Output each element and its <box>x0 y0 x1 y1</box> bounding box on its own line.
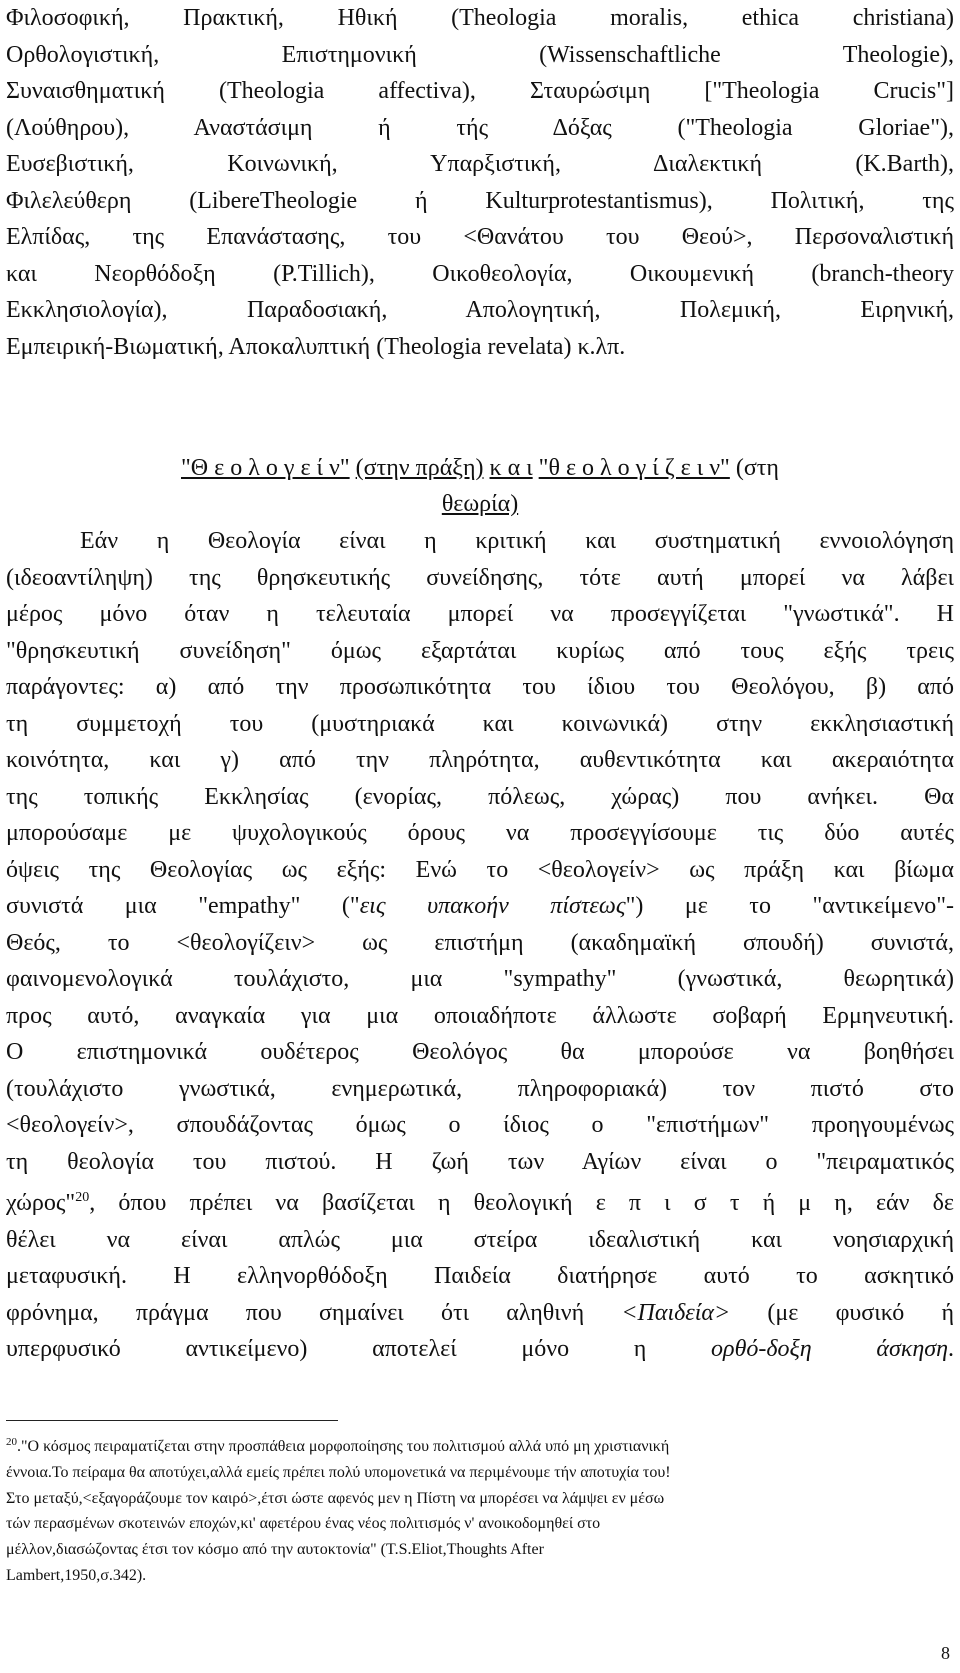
text-line: Ευσεβιστική, Κοινωνική, Υπαρξιστική, Διαλεκτική (K.Barth), <box>6 151 954 177</box>
text-line: Ελπίδας, της Επανάστασης, του <Θανάτου του Θεού>, Περσοναλιστική <box>6 224 954 250</box>
footnote-line: έννοια.Το πείραμα θα αποτύχει,αλλά εμείς πρέπει πολύ υπομονετικά να περιμένουμε τήν αποτυχία του! <box>6 1463 671 1481</box>
text-line: μεταφυσική. Η ελληνορθόδοξη Παιδεία διατήρησε αυτό το ασκητικό <box>6 1263 954 1289</box>
page-number: 8 <box>941 1643 950 1663</box>
italic-phrase: ορθό-δοξη άσκηση <box>711 1336 948 1362</box>
text-line: και Νεορθόδοξη (P.Tillich), Οικοθεολογία, Οικουμενική (branch-theory <box>6 260 954 287</box>
text-line <box>6 1331 954 1368</box>
text-line: Συναισθηματική (Theologia affectiva), Σταυρώσιμη ["Theologia Crucis"] <box>6 78 954 104</box>
paragraph-main <box>6 523 954 1368</box>
text-line: (Λούθηρου), Αναστάσιμη ή τής Δόξας ("Theologia Gloriae"), <box>6 114 954 141</box>
italic-phrase: <Παιδεία> <box>621 1299 731 1326</box>
text-line: όψεις της Θεολογίας ως εξής: Ενώ το <θεολογείν> ως πράξη και βίωμα <box>6 856 954 883</box>
footnote-divider <box>6 1420 338 1421</box>
text-segment: (με φυσικό ή <box>730 1299 954 1326</box>
text-line: Φιλοσοφική, Πρακτική, Ηθική (Theologia moralis, ethica christiana) <box>6 5 954 31</box>
text-line: θέλει να είναι απλώς μια στείρα ιδεαλιστική και νοησιαρχική <box>6 1226 954 1253</box>
footnote-line: τών περασμένων σκοτεινών εποχών,κι' αφετέρου ένας νέος πολιτισμός ν' ανοικοδομηθεί στο <box>6 1515 601 1533</box>
text-line: (τουλάχιστο γνωστικά, ενημερωτικά, πληροφοριακά) τον πιστό στο <box>6 1075 954 1102</box>
footnote <box>6 1430 954 1589</box>
heading-theory-word: θεωρία) <box>441 491 519 517</box>
text-line: Ο επιστημονικά ουδέτερος Θεολόγος θα μπορούσε να βοηθήσει <box>6 1039 954 1065</box>
footnote-line: Lambert,1950,σ.342). <box>6 1566 147 1584</box>
footnote-number: 20 <box>6 1436 17 1448</box>
heading-theologizein: "θ ε ο λ ο γ ί ζ ε ι ν" <box>538 455 730 481</box>
text-segment: φρόνημα, πράγμα που σημαίνει ότι αληθινή <box>6 1299 622 1326</box>
heading-and: κ α ι <box>489 455 533 481</box>
heading-theologein: "Θ ε ο λ ο γ ε ί ν" <box>181 455 350 481</box>
text-line: Θεός, το <θεολογίζειν> ως επιστήμη (ακαδημαϊκή σπουδή) συνιστά, <box>6 929 954 956</box>
footnote-line: μέλλον,διασώζοντας έτσι τον κόσμο από την αυτοκτονία" (T.S.Eliot,Thoughts After <box>6 1541 544 1559</box>
text-line <box>6 1180 954 1222</box>
italic-phrase: εις υπακοήν πίστεως <box>359 893 626 919</box>
text-line: "θρησκευτική συνείδηση" όμως εξαρτάται κυρίως από τους εξής τρεις <box>6 637 954 664</box>
heading-line-1 <box>6 450 954 486</box>
text-segment: χώρος" <box>6 1190 76 1216</box>
text-line: (ιδεοαντίληψη) της θρησκευτικής συνείδησης, τότε αυτή μπορεί να λάβει <box>6 564 954 591</box>
text-line: Εμπειρική-Βιωματική, Αποκαλυπτική (Theologia revelata) κ.λπ. <box>6 333 626 360</box>
text-segment: , όπου πρέπει να βασίζεται η θεολογική ε π ι σ τ ή μ η, εάν δε <box>89 1190 954 1216</box>
text-line: μπορούσαμε με ψυχολογικούς όρους να προσεγγίσουμε τις δύο αυτές <box>6 820 954 846</box>
text-line: τη θεολογία του πιστού. Η ζωή των Αγίων είναι ο "πειραματικός <box>6 1148 954 1175</box>
text-line: φαινομενολογικά τουλάχιστο, μια "sympathy" (γνωστικά, θεωρητικά) <box>6 966 954 992</box>
heading-in-practice: (στην πράξη) <box>355 455 484 481</box>
text-line: Εάν η Θεολογία είναι η κριτική και συστηματική εννοιολόγηση <box>80 528 954 554</box>
text-line: Εκκλησιολογία), Παραδοσιακή, Απολογητική, Πολεμική, Ειρηνική, <box>6 297 954 323</box>
text-line: προς αυτό, αναγκαία για μια οποιαδήποτε άλλωστε σοβαρή Ερμηνευτική. <box>6 1002 954 1029</box>
footnote-line <box>6 1430 954 1460</box>
paragraph-theology-types <box>6 0 954 365</box>
text-segment: ."Ο κόσμος πειραματίζεται στην προσπάθεια μορφοποίησης του πολιτισμού αλλά υπό μη χριστιανική <box>17 1438 670 1455</box>
text-line: τη συμμετοχή του (μυστηριακά και κοινωνικά) στην εκκλησιαστική <box>6 710 954 737</box>
text-line: <θεολογείν>, σπουδάζοντας όμως ο ίδιος ο "επιστήμων" προηγουμένως <box>6 1112 954 1138</box>
text-line: Ορθολογιστική, Επιστημονική (Wissenschaftliche Theologie), <box>6 41 954 68</box>
text-line: μέρος μόνο όταν η τελευταία μπορεί να προσεγγίζεται "γνωστικά". Η <box>6 601 954 627</box>
text-segment: . <box>948 1336 954 1362</box>
text-line: παράγοντες: α) από την προσωπικότητα του ίδιου του Θεολόγου, β) από <box>6 674 954 700</box>
heading-line-2 <box>6 486 954 522</box>
text-line: κοινότητα, και γ) από την πληρότητα, αυθεντικότητα και ακεραιότητα <box>6 747 954 773</box>
heading-in-theory-part: (στη <box>735 455 779 481</box>
section-heading <box>6 450 954 522</box>
footnote-line: Στο μεταξύ,<εξαγοράζουμε τον καιρό>,έτσι ώστε αφενός μεν η Πίστη να μπορέσει να λάμψει εν μέσω <box>6 1489 665 1507</box>
text-line <box>6 888 954 925</box>
text-line: της τοπικής Εκκλησίας (ενορίας, πόλεως, χώρας) που ανήκει. Θα <box>6 783 954 810</box>
text-segment: ") με το "αντικείμενο"- <box>625 893 954 919</box>
text-line: Φιλελεύθερη (LibereTheologie ή Kulturprotestantismus), Πολιτική, της <box>6 187 954 214</box>
footnote-marker: 20 <box>75 1190 90 1205</box>
text-segment: συνιστά μια "empathy" (" <box>6 893 360 919</box>
text-segment: υπερφυσικό αντικείμενο) αποτελεί μόνο η <box>6 1336 712 1362</box>
text-line <box>6 1295 954 1332</box>
